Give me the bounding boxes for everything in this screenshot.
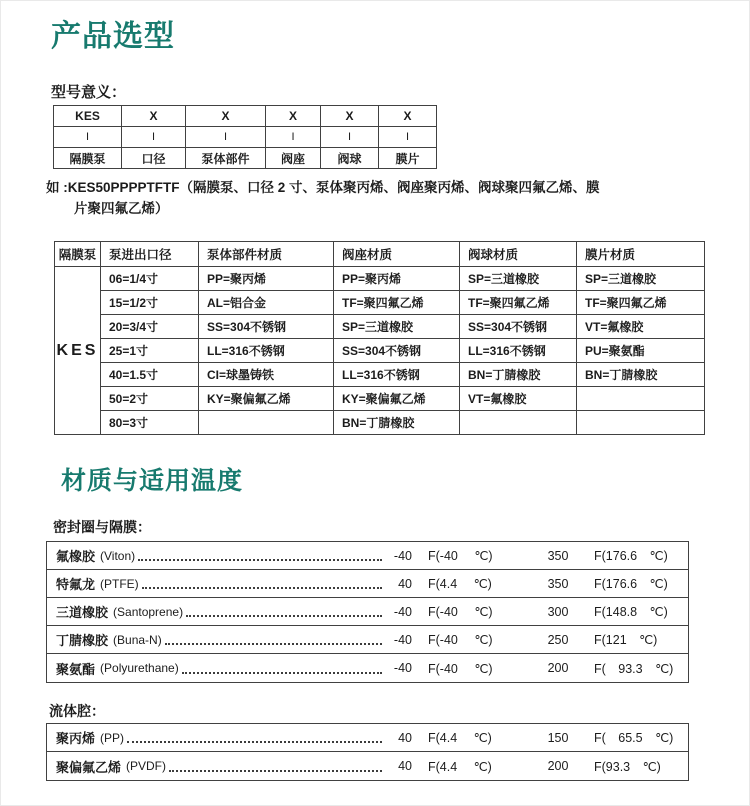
cell: I [321,127,379,148]
fluid-temperature-table [46,723,689,781]
cell: I [266,127,321,148]
cell: LL=316不锈钢 [334,363,460,387]
max-temp-c: F(176.6 ℃) [594,549,668,563]
header-cell: 阀球材质 [460,242,577,267]
table-row [55,339,705,363]
cell: LL=316不锈钢 [460,339,577,363]
cell [577,411,705,435]
min-temp-f: 40 [398,730,412,745]
dot-leader [165,643,382,645]
cell: PP=聚丙烯 [199,267,334,291]
cell: VT=氟橡胶 [460,387,577,411]
cell: AL=铝合金 [199,291,334,315]
max-temp-c: F(176.6 ℃) [594,577,668,591]
cell: SP=三道橡胶 [577,267,705,291]
cell: SS=304不锈钢 [334,339,460,363]
cell [199,411,334,435]
max-temp-c: F( 93.3 ℃) [594,661,674,676]
cell: TF=聚四氟乙烯 [334,291,460,315]
cell: TF=聚四氟乙烯 [460,291,577,315]
cell: 口径 [122,148,186,169]
max-temp-c: F(148.8 ℃) [594,605,668,619]
material-name-en: (Santoprene) [113,604,184,619]
min-temp-c: F(-40 ℃) [428,549,493,563]
model-meaning-row [54,148,437,169]
seal-temperature-table [46,541,689,683]
header-cell: 膜片材质 [577,242,705,267]
cell: 膜片 [379,148,437,169]
dot-leader [182,672,382,674]
section-title-product-selection: 产品选型 [51,20,175,53]
min-temp-c: F(-40 ℃) [428,633,493,647]
cell: I [186,127,266,148]
seal-diaphragm-label: 密封圈与隔膜： [53,519,151,535]
cell: 15=1/2寸 [101,291,199,315]
cell: LL=316不锈钢 [199,339,334,363]
min-temp-c: F(4.4 ℃) [428,577,492,591]
model-code-table [53,105,437,169]
material-name: 特氟龙 [56,577,96,592]
material-name: 聚氨酯 [56,661,96,677]
cell: 06=1/4寸 [101,267,199,291]
cell: SP=三道橡胶 [460,267,577,291]
material-row [47,570,688,598]
min-temp-c: F(4.4 ℃) [428,759,492,774]
header-cell: 泵进出口径 [101,242,199,267]
header-cell: 阀座材质 [334,242,460,267]
cell: 50=2寸 [101,387,199,411]
header-cell: 泵体部件材质 [199,242,334,267]
material-row [47,752,688,780]
cell: 隔膜泵 [54,148,122,169]
cell: KY=聚偏氟乙烯 [199,387,334,411]
material-row [47,542,688,570]
material-name: 丁腈橡胶 [56,633,109,648]
table-row [55,387,705,411]
cell: TF=聚四氟乙烯 [577,291,705,315]
cell: KES [54,106,122,127]
model-code-row [54,106,437,127]
cell: 阀球 [321,148,379,169]
min-temp-f: -40 [393,661,412,675]
max-temp-c: F(121 ℃) [594,633,658,647]
cell: CI=球墨铸铁 [199,363,334,387]
material-row [47,654,688,682]
cell: BN=丁腈橡胶 [334,411,460,435]
cell: 80=3寸 [101,411,199,435]
cell: SP=三道橡胶 [334,315,460,339]
dot-leader [127,741,382,743]
material-name-en: (Buna-N) [113,632,162,647]
cell: PP=聚丙烯 [334,267,460,291]
dot-leader [138,559,382,561]
material-row [47,598,688,626]
cell: I [54,127,122,148]
cell: BN=丁腈橡胶 [460,363,577,387]
material-name-en: (PP) [100,730,125,745]
cell: 25=1寸 [101,339,199,363]
fluid-chamber-label: 流体腔： [49,703,105,719]
table-row [55,411,705,435]
min-temp-f: -40 [393,604,412,619]
material-name-en: (PTFE) [100,576,139,591]
material-row [47,724,688,752]
material-row [47,626,688,654]
cell: 20=3/4寸 [101,315,199,339]
material-selection-table [54,241,705,435]
max-temp-f: 300 [547,604,569,619]
example-line-1: 如 :KES50PPPPTFTF（隔膜泵、口径 2 寸、泵体聚丙烯、阀座聚丙烯、阀球聚四氟乙烯、膜 [46,180,600,195]
section-title-materials-temperature: 材质与适用温度 [61,467,244,495]
material-name: 三道橡胶 [56,605,109,620]
cell: X [186,106,266,127]
max-temp-f: 350 [547,576,569,591]
material-name: 聚偏氟乙烯 [56,759,122,775]
min-temp-f: 40 [398,576,412,591]
cell [577,387,705,411]
table-row [55,363,705,387]
max-temp-c: F(93.3 ℃) [594,759,661,774]
material-name: 聚丙烯 [56,731,96,746]
cell: X [122,106,186,127]
max-temp-f: 350 [547,548,569,563]
max-temp-c: F( 65.5 ℃) [594,731,674,745]
cell: 40=1.5寸 [101,363,199,387]
cell: BN=丁腈橡胶 [577,363,705,387]
min-temp-f: -40 [393,548,412,563]
min-temp-c: F(-40 ℃) [428,605,493,619]
max-temp-f: 250 [547,632,569,647]
cell: X [321,106,379,127]
cell: X [379,106,437,127]
material-name: 氟橡胶 [56,549,96,564]
cell: PU=聚氨酯 [577,339,705,363]
brand-cell: KES [55,267,101,435]
dot-leader [169,770,382,772]
corner-header-cell: 隔膜泵 [55,242,101,267]
table-row [55,291,705,315]
model-example-text [46,177,706,219]
min-temp-f: 40 [398,759,412,773]
example-line-2: 片聚四氟乙烯） [74,201,169,216]
cell: VT=氟橡胶 [577,315,705,339]
cell: KY=聚偏氟乙烯 [334,387,460,411]
model-meaning-label: 型号意义： [51,84,127,101]
cell: SS=304不锈钢 [199,315,334,339]
model-connector-row [54,127,437,148]
table-row [55,267,705,291]
cell: 泵体部件 [186,148,266,169]
material-name-en: (Viton) [100,548,136,563]
selection-header-row [55,242,705,267]
min-temp-f: -40 [393,632,412,647]
material-name-en: (Polyurethane) [100,661,179,675]
cell [460,411,577,435]
table-row [55,315,705,339]
cell: I [122,127,186,148]
min-temp-c: F(-40 ℃) [428,661,493,676]
cell: SS=304不锈钢 [460,315,577,339]
cell: 阀座 [266,148,321,169]
material-name-en: (PVDF) [126,759,167,773]
max-temp-f: 150 [547,730,569,745]
max-temp-f: 200 [547,661,569,675]
max-temp-f: 200 [547,759,569,773]
dot-leader [142,587,382,589]
cell: I [379,127,437,148]
min-temp-c: F(4.4 ℃) [428,731,492,745]
cell: X [266,106,321,127]
dot-leader [186,615,382,617]
